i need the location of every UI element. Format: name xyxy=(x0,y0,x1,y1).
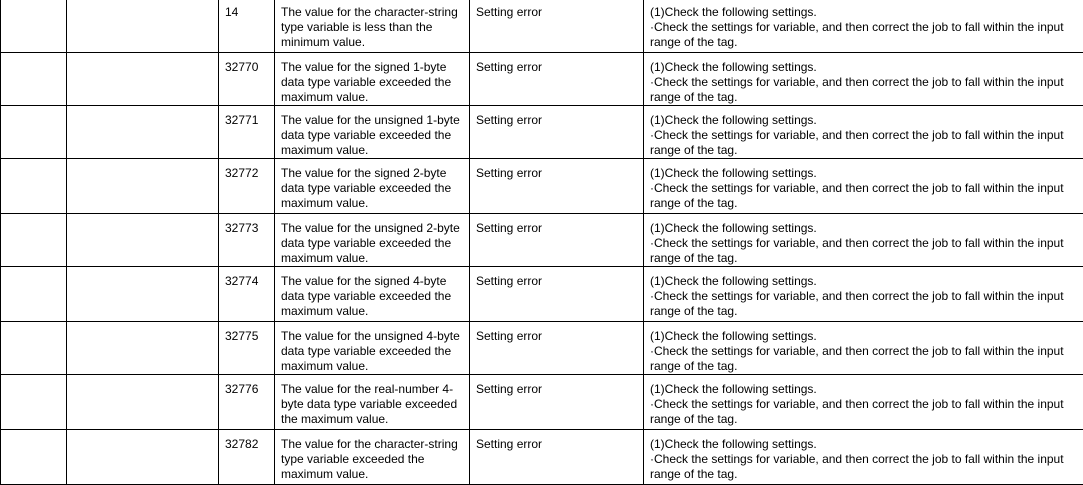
blank-cell xyxy=(67,267,219,322)
remedy-step-detail: ·Check the settings for variable, and then correct the job to fall within the input range of the tag. xyxy=(650,289,1079,319)
error-remedy-cell xyxy=(644,53,1083,106)
error-code-cell: 14 xyxy=(219,0,275,53)
blank-cell xyxy=(1,106,67,159)
error-code-cell: 32782 xyxy=(219,430,275,485)
blank-cell xyxy=(1,53,67,106)
remedy-step-detail: ·Check the settings for variable, and then correct the job to fall within the input range of the tag. xyxy=(650,236,1079,266)
remedy-step-detail: ·Check the settings for variable, and then correct the job to fall within the input range of the tag. xyxy=(650,128,1079,158)
table-row xyxy=(1,53,1083,106)
blank-cell xyxy=(67,159,219,214)
error-remedy-cell xyxy=(644,375,1083,430)
remedy-step-heading: (1)Check the following settings. xyxy=(650,166,1079,181)
error-category-cell: Setting error xyxy=(470,267,644,322)
error-remedy-cell xyxy=(644,430,1083,485)
error-description-cell: The value for the unsigned 4-byte data type variable exceeded the maximum value. xyxy=(275,322,470,375)
table-row xyxy=(1,159,1083,214)
blank-cell xyxy=(67,375,219,430)
remedy-step-detail: ·Check the settings for variable, and then correct the job to fall within the input range of the tag. xyxy=(650,397,1079,427)
remedy-step-heading: (1)Check the following settings. xyxy=(650,5,1079,20)
table-row xyxy=(1,0,1083,53)
table-row xyxy=(1,106,1083,159)
blank-cell xyxy=(1,322,67,375)
error-remedy-cell xyxy=(644,159,1083,214)
remedy-step-heading: (1)Check the following settings. xyxy=(650,437,1079,452)
error-description-cell: The value for the unsigned 2-byte data type variable exceeded the maximum value. xyxy=(275,214,470,267)
error-category-cell: Setting error xyxy=(470,375,644,430)
error-description-cell: The value for the character-string type variable exceeded the maximum value. xyxy=(275,430,470,485)
error-code-table-body xyxy=(1,0,1083,485)
remedy-step-heading: (1)Check the following settings. xyxy=(650,382,1079,397)
blank-cell xyxy=(1,159,67,214)
blank-cell xyxy=(1,430,67,485)
remedy-step-heading: (1)Check the following settings. xyxy=(650,329,1079,344)
error-code-cell: 32772 xyxy=(219,159,275,214)
error-remedy-cell xyxy=(644,0,1083,53)
remedy-step-detail: ·Check the settings for variable, and then correct the job to fall within the input range of the tag. xyxy=(650,181,1079,211)
blank-cell xyxy=(1,214,67,267)
remedy-step-detail: ·Check the settings for variable, and then correct the job to fall within the input range of the tag. xyxy=(650,75,1079,105)
error-code-cell: 32773 xyxy=(219,214,275,267)
blank-cell xyxy=(67,0,219,53)
error-description-cell: The value for the signed 2-byte data type variable exceeded the maximum value. xyxy=(275,159,470,214)
error-category-cell: Setting error xyxy=(470,214,644,267)
blank-cell xyxy=(67,53,219,106)
table-row xyxy=(1,375,1083,430)
error-remedy-cell xyxy=(644,214,1083,267)
blank-cell xyxy=(1,375,67,430)
table-row xyxy=(1,430,1083,485)
blank-cell xyxy=(67,430,219,485)
remedy-step-heading: (1)Check the following settings. xyxy=(650,113,1079,128)
error-description-cell: The value for the real-number 4-byte data type variable exceeded the maximum value. xyxy=(275,375,470,430)
error-category-cell: Setting error xyxy=(470,106,644,159)
table-row xyxy=(1,214,1083,267)
error-code-cell: 32774 xyxy=(219,267,275,322)
remedy-step-heading: (1)Check the following settings. xyxy=(650,221,1079,236)
error-code-cell: 32775 xyxy=(219,322,275,375)
error-category-cell: Setting error xyxy=(470,159,644,214)
error-description-cell: The value for the character-string type variable is less than the minimum value. xyxy=(275,0,470,53)
remedy-step-heading: (1)Check the following settings. xyxy=(650,60,1079,75)
remedy-step-heading: (1)Check the following settings. xyxy=(650,274,1079,289)
remedy-step-detail: ·Check the settings for variable, and then correct the job to fall within the input range of the tag. xyxy=(650,20,1079,50)
error-description-cell: The value for the signed 1-byte data type variable exceeded the maximum value. xyxy=(275,53,470,106)
error-code-cell: 32776 xyxy=(219,375,275,430)
error-code-cell: 32771 xyxy=(219,106,275,159)
error-category-cell: Setting error xyxy=(470,430,644,485)
blank-cell xyxy=(67,214,219,267)
table-row xyxy=(1,322,1083,375)
error-category-cell: Setting error xyxy=(470,53,644,106)
blank-cell xyxy=(67,322,219,375)
error-remedy-cell xyxy=(644,106,1083,159)
remedy-step-detail: ·Check the settings for variable, and then correct the job to fall within the input range of the tag. xyxy=(650,344,1079,374)
blank-cell xyxy=(1,0,67,53)
error-remedy-cell xyxy=(644,267,1083,322)
remedy-step-detail: ·Check the settings for variable, and then correct the job to fall within the input range of the tag. xyxy=(650,452,1079,482)
blank-cell xyxy=(67,106,219,159)
blank-cell xyxy=(1,267,67,322)
table-row xyxy=(1,267,1083,322)
error-description-cell: The value for the signed 4-byte data type variable exceeded the maximum value. xyxy=(275,267,470,322)
error-category-cell: Setting error xyxy=(470,322,644,375)
error-code-cell: 32770 xyxy=(219,53,275,106)
error-category-cell: Setting error xyxy=(470,0,644,53)
error-description-cell: The value for the unsigned 1-byte data type variable exceeded the maximum value. xyxy=(275,106,470,159)
error-remedy-cell xyxy=(644,322,1083,375)
